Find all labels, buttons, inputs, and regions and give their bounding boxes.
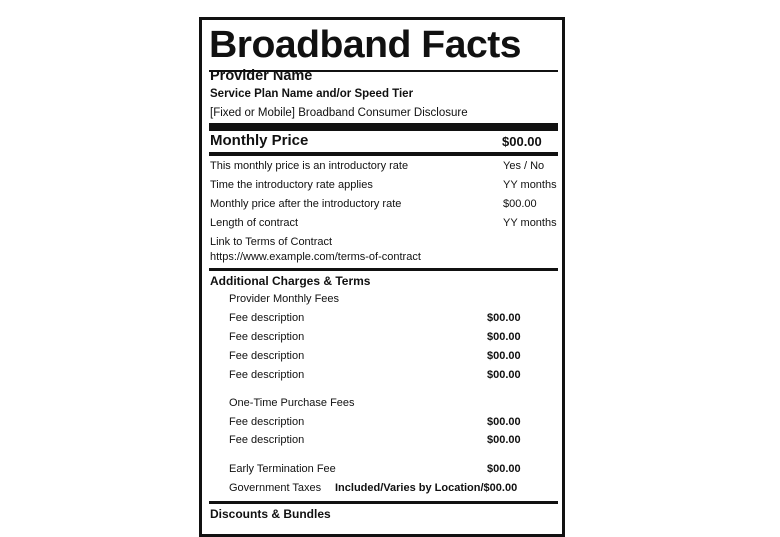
- monthly-fee-label: Fee description: [229, 312, 305, 324]
- monthly-price-value: $00.00: [502, 134, 542, 149]
- intro-rate-label: This monthly price is an introductory rate: [210, 160, 409, 172]
- government-taxes-value: Included/Varies by Location/$00.00: [335, 482, 518, 494]
- provider-name: Provider Name: [210, 68, 313, 84]
- monthly-fee-value: $00.00: [487, 369, 521, 381]
- discounts-heading: Discounts & Bundles: [210, 507, 331, 521]
- broadband-facts-label: [199, 17, 565, 537]
- one-time-fee-value: $00.00: [487, 416, 521, 428]
- thick-divider: [209, 123, 558, 131]
- post-intro-price-value: $00.00: [503, 198, 537, 210]
- one-time-fees-heading: One-Time Purchase Fees: [229, 397, 355, 409]
- label-title: Broadband Facts: [209, 24, 521, 66]
- early-termination-label: Early Termination Fee: [229, 463, 336, 475]
- monthly-price-label: Monthly Price: [210, 132, 309, 149]
- monthly-fees-heading: Provider Monthly Fees: [229, 293, 340, 305]
- terms-link-url[interactable]: https://www.example.com/terms-of-contract: [210, 251, 421, 263]
- one-time-fee-label: Fee description: [229, 416, 305, 428]
- monthly-fee-value: $00.00: [487, 312, 521, 324]
- additional-charges-heading: Additional Charges & Terms: [210, 274, 371, 288]
- early-termination-value: $00.00: [487, 463, 521, 475]
- monthly-fee-label: Fee description: [229, 331, 305, 343]
- terms-link-label: Link to Terms of Contract: [210, 236, 333, 248]
- monthly-fee-label: Fee description: [229, 369, 305, 381]
- one-time-fee-value: $00.00: [487, 434, 521, 446]
- contract-length-value: YY months: [503, 217, 557, 229]
- plan-name: Service Plan Name and/or Speed Tier: [210, 88, 414, 100]
- government-taxes-label: Government Taxes: [229, 482, 322, 494]
- additional-divider: [209, 268, 558, 271]
- monthly-fee-value: $00.00: [487, 350, 521, 362]
- post-intro-price-label: Monthly price after the introductory rate: [210, 198, 402, 210]
- monthly-price-divider: [209, 152, 558, 156]
- discounts-divider: [209, 501, 558, 504]
- monthly-fee-value: $00.00: [487, 331, 521, 343]
- contract-length-label: Length of contract: [210, 217, 299, 229]
- disclosure-text: [Fixed or Mobile] Broadband Consumer Disclosure: [210, 107, 468, 119]
- monthly-fee-label: Fee description: [229, 350, 305, 362]
- intro-rate-value: Yes / No: [503, 160, 545, 172]
- intro-period-value: YY months: [503, 179, 557, 191]
- intro-period-label: Time the introductory rate applies: [210, 179, 373, 191]
- one-time-fee-label: Fee description: [229, 434, 305, 446]
